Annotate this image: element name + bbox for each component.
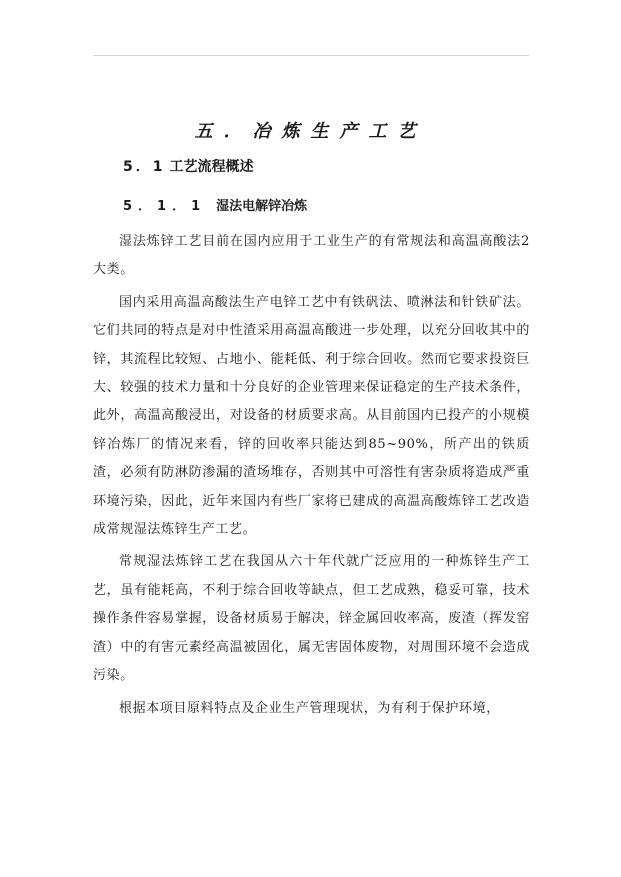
- subsection-heading: [123, 195, 307, 214]
- section-heading: [123, 156, 253, 176]
- paragraph: 根据本项目原料特点及企业生产管理现状，为有利于保护环境，: [119, 700, 500, 716]
- paragraph: 常规湿法炼锌工艺在我国从六十年代就广泛应用的一种炼锌生产工艺，虽有能耗高，不利于综合回收等缺点，但工艺成熟，稳妥可靠，技术操作条件容易掌握，设备材质易于解决，锌金属回收率高，废渣（挥发窑渣）中的有害元素经高温被固化，属无害固体废物，对周围环境不会造成污染。: [93, 554, 530, 684]
- section-number: 5．1: [123, 159, 166, 175]
- paragraph: 国内采用高温高酸法生产电锌工艺中有铁矾法、喷淋法和针铁矿法。它们共同的特点是对中性渣采用高温高酸进一步处理，以充分回收其中的锌，其流程比较短、占地小、能耗低、利于综合回收。然而它要求投资巨大、较强的技术力量和十分良好的企业管理来保证稳定的生产技术条件，此外，高温高酸浸出，对设备的材质要求高。从目前国内已投产的小规模锌冶炼厂的情况来看，锌的回收率只能达到85~90%，所产出的铁质渣，必须有防淋防渗漏的渣场堆存，否则其中可溶性有害杂质将造成严重环境污染，因此，近年来国内有些厂家将已建成的高温高酸炼锌工艺改造成常规湿法炼锌生产工艺。: [93, 294, 530, 538]
- chapter-title: 五．冶炼生产工艺: [194, 121, 427, 142]
- body-text: [93, 228, 530, 727]
- header-rule: [93, 55, 529, 56]
- subsection-number: 5．1．1: [123, 199, 207, 214]
- section-title: 工艺流程概述: [169, 159, 254, 175]
- subsection-title: 湿法电解锌冶炼: [216, 199, 308, 214]
- paragraph: 湿法炼锌工艺目前在国内应用于工业生产的有常规法和高温高酸法2大类。: [93, 234, 530, 278]
